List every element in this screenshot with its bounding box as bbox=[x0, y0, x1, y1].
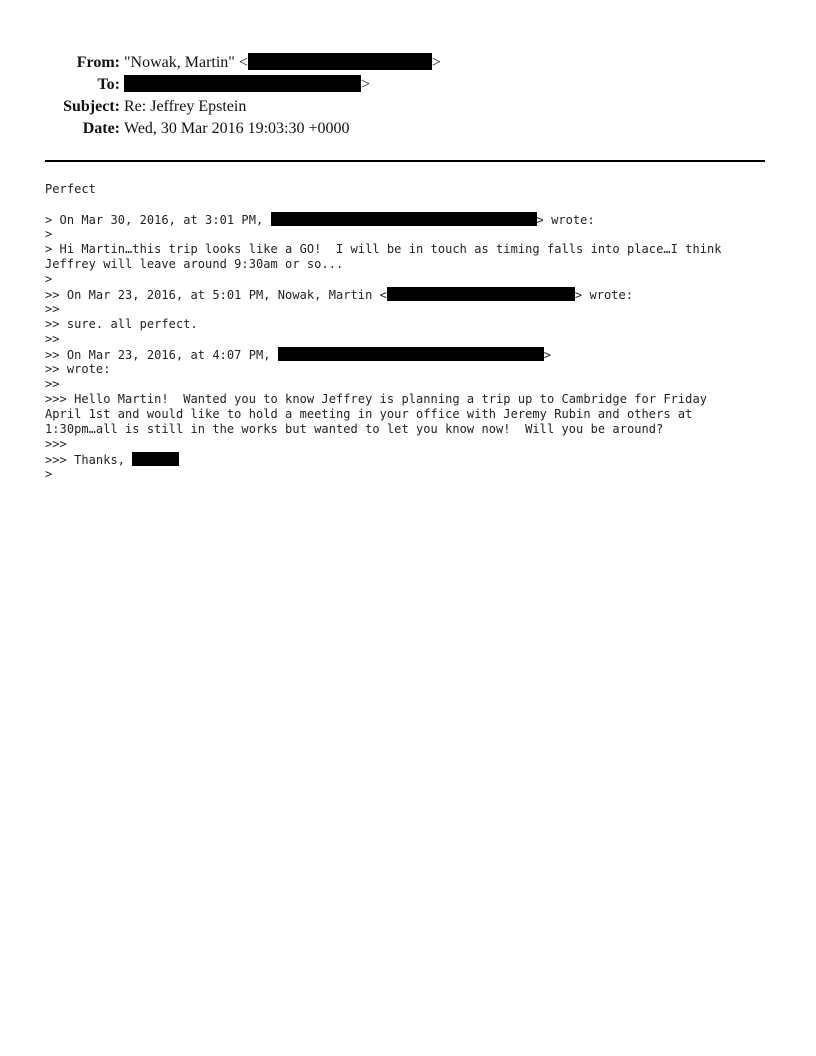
body-line: > bbox=[45, 467, 53, 481]
date-label: Date: bbox=[82, 120, 120, 137]
email-header bbox=[0, 52, 816, 140]
to-label: To: bbox=[97, 76, 120, 93]
body-line: >> bbox=[45, 377, 60, 391]
header-divider bbox=[45, 160, 765, 162]
from-name: "Nowak, Martin" < bbox=[124, 54, 248, 71]
to-value bbox=[124, 74, 370, 96]
to-close: > bbox=[361, 76, 371, 93]
date-row bbox=[0, 118, 816, 140]
body-line: >> bbox=[45, 332, 60, 346]
quote-text: > On Mar 30, 2016, at 3:01 PM, bbox=[45, 213, 271, 227]
body-line bbox=[45, 212, 785, 227]
subject-value: Re: Jeffrey Epstein bbox=[124, 98, 247, 115]
quote-text: > wrote: bbox=[536, 213, 595, 227]
subject-label: Subject: bbox=[63, 98, 120, 115]
body-line: April 1st and would like to hold a meeting in your office with Jeremy Rubin and others at bbox=[45, 407, 693, 421]
body-line: > bbox=[45, 227, 53, 241]
redaction-box bbox=[132, 452, 179, 466]
body-line bbox=[45, 347, 785, 362]
redaction-box bbox=[248, 53, 432, 70]
quote-text: >>> Thanks, bbox=[45, 453, 133, 467]
from-value bbox=[124, 52, 441, 74]
redaction-box bbox=[271, 212, 537, 226]
body-line: >>> bbox=[45, 437, 67, 451]
body-line: > bbox=[45, 272, 53, 286]
quote-text: > bbox=[543, 348, 552, 362]
redaction-box bbox=[124, 75, 361, 92]
body-line bbox=[45, 287, 785, 302]
body-line: >> wrote: bbox=[45, 362, 111, 376]
from-label: From: bbox=[76, 54, 120, 71]
body-line: Perfect bbox=[45, 182, 96, 196]
redaction-box bbox=[278, 347, 544, 361]
from-close: > bbox=[431, 54, 441, 71]
subject-row bbox=[0, 96, 816, 118]
email-body bbox=[45, 182, 785, 482]
to-row bbox=[0, 74, 816, 96]
from-row bbox=[0, 52, 816, 74]
body-line: >> bbox=[45, 302, 60, 316]
body-line: Jeffrey will leave around 9:30am or so... bbox=[45, 257, 344, 271]
quote-text: > wrote: bbox=[574, 288, 634, 302]
date-value: Wed, 30 Mar 2016 19:03:30 +0000 bbox=[124, 120, 350, 137]
quote-text: >> On Mar 23, 2016, at 5:01 PM, Nowak, Martin < bbox=[45, 288, 387, 302]
redaction-box bbox=[387, 287, 575, 301]
body-line bbox=[45, 452, 785, 467]
body-line: >>> Hello Martin! Wanted you to know Jeffrey is planning a trip up to Cambridge for Friday bbox=[45, 392, 707, 406]
body-line: > Hi Martin…this trip looks like a GO! I will be in touch as timing falls into place…I think bbox=[45, 242, 722, 256]
body-line: >> sure. all perfect. bbox=[45, 317, 198, 331]
body-line: 1:30pm…all is still in the works but wanted to let you know now! Will you be around? bbox=[45, 422, 664, 436]
quote-text: >> On Mar 23, 2016, at 4:07 PM, bbox=[45, 348, 278, 362]
